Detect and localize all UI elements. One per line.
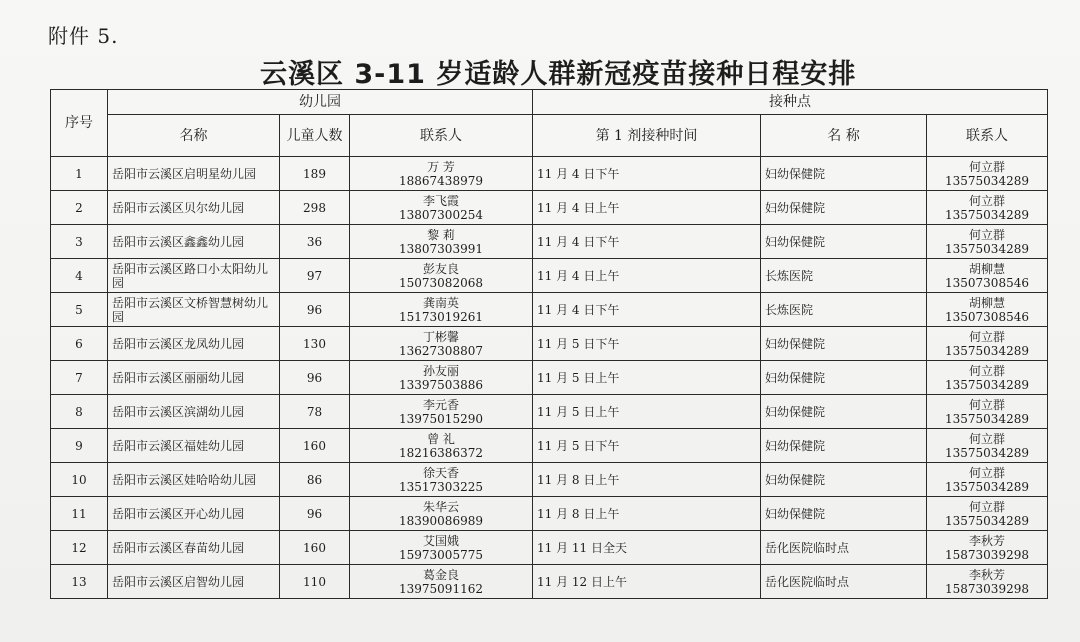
first-dose-time-cell: 11 月 4 日下午 — [533, 293, 761, 327]
contact-phone: 13517303225 — [399, 479, 483, 494]
contact-cell — [350, 497, 533, 531]
serial-cell: 2 — [51, 191, 108, 225]
site-contact-phone: 13575034289 — [945, 445, 1029, 460]
site-contact-phone: 13507308546 — [945, 275, 1029, 290]
contact-phone: 13397503886 — [399, 377, 483, 392]
site-contact-name: 何立群 — [968, 499, 1005, 514]
serial-cell: 1 — [51, 157, 108, 191]
kindergarten-name-cell: 岳阳市云溪区龙凤幼儿园 — [108, 327, 280, 361]
site-contact-phone: 13575034289 — [945, 241, 1029, 256]
site-contact-phone: 13575034289 — [945, 173, 1029, 188]
site-contact-phone: 13575034289 — [945, 343, 1029, 358]
site-contact-name: 胡柳慧 — [968, 261, 1005, 276]
first-dose-time-cell: 11 月 4 日下午 — [533, 225, 761, 259]
site-contact-phone: 13575034289 — [945, 377, 1029, 392]
serial-cell: 8 — [51, 395, 108, 429]
kindergarten-name-cell: 岳阳市云溪区开心幼儿园 — [108, 497, 280, 531]
contact-cell — [350, 395, 533, 429]
contact-cell — [350, 429, 533, 463]
kindergarten-name-cell: 岳阳市云溪区鑫鑫幼儿园 — [108, 225, 280, 259]
serial-cell: 7 — [51, 361, 108, 395]
header-children-count: 儿童人数 — [280, 115, 350, 157]
site-contact-phone: 15873039298 — [945, 581, 1029, 596]
serial-cell: 3 — [51, 225, 108, 259]
header-first-dose-time: 第 1 剂接种时间 — [533, 115, 761, 157]
contact-name: 艾国娥 — [422, 533, 459, 548]
site-contact-name: 何立群 — [968, 227, 1005, 242]
table-row — [51, 157, 1048, 191]
contact-name: 彭友良 — [422, 261, 459, 276]
site-contact-phone: 15873039298 — [945, 547, 1029, 562]
site-contact-name: 何立群 — [968, 397, 1005, 412]
site-contact-name: 何立群 — [968, 159, 1005, 174]
header-site-name: 名 称 — [761, 115, 927, 157]
kindergarten-name-cell: 岳阳市云溪区福娃幼儿园 — [108, 429, 280, 463]
contact-cell — [350, 293, 533, 327]
header-serial: 序号 — [51, 90, 108, 157]
schedule-body — [51, 157, 1048, 599]
kindergarten-name-cell: 岳阳市云溪区文桥智慧树幼儿园 — [108, 293, 280, 327]
site-name-cell: 长炼医院 — [761, 259, 927, 293]
contact-name: 孙友丽 — [422, 363, 459, 378]
table-row — [51, 429, 1048, 463]
site-name-cell: 岳化医院临时点 — [761, 531, 927, 565]
contact-cell — [350, 191, 533, 225]
site-contact-name: 李秋芳 — [968, 533, 1005, 548]
children-count-cell: 86 — [280, 463, 350, 497]
children-count-cell: 78 — [280, 395, 350, 429]
table-row — [51, 497, 1048, 531]
children-count-cell: 189 — [280, 157, 350, 191]
contact-cell — [350, 157, 533, 191]
contact-cell — [350, 259, 533, 293]
site-name-cell: 妇幼保健院 — [761, 225, 927, 259]
children-count-cell: 97 — [280, 259, 350, 293]
children-count-cell: 36 — [280, 225, 350, 259]
contact-cell — [350, 225, 533, 259]
first-dose-time-cell: 11 月 8 日上午 — [533, 463, 761, 497]
contact-name: 李元香 — [422, 397, 459, 412]
table-row — [51, 361, 1048, 395]
contact-phone: 13807300254 — [399, 207, 483, 222]
table-row — [51, 225, 1048, 259]
site-contact-phone: 13507308546 — [945, 309, 1029, 324]
site-contact-cell — [927, 361, 1048, 395]
children-count-cell: 160 — [280, 531, 350, 565]
site-name-cell: 妇幼保健院 — [761, 395, 927, 429]
first-dose-time-cell: 11 月 5 日下午 — [533, 429, 761, 463]
children-count-cell: 110 — [280, 565, 350, 599]
site-contact-cell — [927, 191, 1048, 225]
children-count-cell: 160 — [280, 429, 350, 463]
contact-name: 徐天香 — [422, 465, 459, 480]
first-dose-time-cell: 11 月 11 日全天 — [533, 531, 761, 565]
serial-cell: 12 — [51, 531, 108, 565]
serial-cell: 6 — [51, 327, 108, 361]
table-row — [51, 531, 1048, 565]
site-contact-cell — [927, 395, 1048, 429]
contact-cell — [350, 565, 533, 599]
contact-phone: 18867438979 — [399, 173, 483, 188]
children-count-cell: 96 — [280, 497, 350, 531]
site-name-cell: 妇幼保健院 — [761, 429, 927, 463]
site-contact-cell — [927, 293, 1048, 327]
site-contact-cell — [927, 259, 1048, 293]
contact-name: 万 芳 — [427, 159, 455, 174]
site-contact-phone: 13575034289 — [945, 411, 1029, 426]
header-row-bottom — [51, 115, 1048, 157]
contact-name: 黎 莉 — [427, 227, 455, 242]
site-contact-cell — [927, 463, 1048, 497]
contact-phone: 18216386372 — [399, 445, 483, 460]
site-name-cell: 岳化医院临时点 — [761, 565, 927, 599]
first-dose-time-cell: 11 月 5 日上午 — [533, 361, 761, 395]
contact-cell — [350, 531, 533, 565]
site-name-cell: 妇幼保健院 — [761, 463, 927, 497]
kindergarten-name-cell: 岳阳市云溪区启明星幼儿园 — [108, 157, 280, 191]
first-dose-time-cell: 11 月 8 日上午 — [533, 497, 761, 531]
contact-cell — [350, 327, 533, 361]
contact-phone: 13975091162 — [399, 581, 483, 596]
table-row — [51, 565, 1048, 599]
contact-name: 曾 礼 — [427, 431, 455, 446]
site-contact-name: 何立群 — [968, 363, 1005, 378]
serial-cell: 9 — [51, 429, 108, 463]
serial-cell: 11 — [51, 497, 108, 531]
table-row — [51, 293, 1048, 327]
site-name-cell: 妇幼保健院 — [761, 157, 927, 191]
header-name: 名称 — [108, 115, 280, 157]
children-count-cell: 130 — [280, 327, 350, 361]
site-contact-phone: 13575034289 — [945, 513, 1029, 528]
first-dose-time-cell: 11 月 4 日上午 — [533, 191, 761, 225]
serial-cell: 10 — [51, 463, 108, 497]
site-contact-cell — [927, 429, 1048, 463]
contact-phone: 15973005775 — [399, 547, 483, 562]
site-contact-phone: 13575034289 — [945, 207, 1029, 222]
kindergarten-name-cell: 岳阳市云溪区滨湖幼儿园 — [108, 395, 280, 429]
site-contact-cell — [927, 497, 1048, 531]
site-contact-name: 李秋芳 — [968, 567, 1005, 582]
table-row — [51, 259, 1048, 293]
site-contact-name: 何立群 — [968, 193, 1005, 208]
contact-name: 朱华云 — [422, 499, 459, 514]
header-vaccination-site: 接种点 — [533, 90, 1048, 115]
contact-name: 龚南英 — [422, 295, 459, 310]
table-row — [51, 395, 1048, 429]
site-contact-name: 何立群 — [968, 329, 1005, 344]
first-dose-time-cell: 11 月 5 日上午 — [533, 395, 761, 429]
site-contact-name: 何立群 — [968, 465, 1005, 480]
first-dose-time-cell: 11 月 12 日上午 — [533, 565, 761, 599]
site-contact-cell — [927, 225, 1048, 259]
kindergarten-name-cell: 岳阳市云溪区丽丽幼儿园 — [108, 361, 280, 395]
site-name-cell: 妇幼保健院 — [761, 361, 927, 395]
contact-cell — [350, 361, 533, 395]
serial-cell: 5 — [51, 293, 108, 327]
first-dose-time-cell: 11 月 5 日下午 — [533, 327, 761, 361]
header-contact: 联系人 — [350, 115, 533, 157]
serial-cell: 13 — [51, 565, 108, 599]
site-contact-cell — [927, 157, 1048, 191]
first-dose-time-cell: 11 月 4 日下午 — [533, 157, 761, 191]
site-contact-cell — [927, 531, 1048, 565]
header-row-top — [51, 90, 1048, 115]
contact-phone: 15173019261 — [399, 309, 483, 324]
contact-cell — [350, 463, 533, 497]
document-title: 云溪区 3-11 岁适龄人群新冠疫苗接种日程安排 — [260, 59, 857, 90]
first-dose-time-cell: 11 月 4 日上午 — [533, 259, 761, 293]
vaccination-schedule-table — [50, 89, 1048, 599]
contact-phone: 13627308807 — [399, 343, 483, 358]
table-row — [51, 191, 1048, 225]
site-contact-cell — [927, 327, 1048, 361]
children-count-cell: 298 — [280, 191, 350, 225]
kindergarten-name-cell: 岳阳市云溪区娃哈哈幼儿园 — [108, 463, 280, 497]
children-count-cell: 96 — [280, 361, 350, 395]
contact-name: 李飞霞 — [422, 193, 459, 208]
site-name-cell: 妇幼保健院 — [761, 191, 927, 225]
table-row — [51, 463, 1048, 497]
contact-name: 丁彬馨 — [422, 329, 459, 344]
attachment-label: 附件 5. — [48, 24, 119, 48]
kindergarten-name-cell: 岳阳市云溪区启智幼儿园 — [108, 565, 280, 599]
site-contact-phone: 13575034289 — [945, 479, 1029, 494]
serial-cell: 4 — [51, 259, 108, 293]
site-name-cell: 妇幼保健院 — [761, 327, 927, 361]
site-contact-name: 胡柳慧 — [968, 295, 1005, 310]
site-name-cell: 长炼医院 — [761, 293, 927, 327]
header-site-contact: 联系人 — [927, 115, 1048, 157]
kindergarten-name-cell: 岳阳市云溪区路口小太阳幼儿园 — [108, 259, 280, 293]
kindergarten-name-cell: 岳阳市云溪区贝尔幼儿园 — [108, 191, 280, 225]
site-contact-name: 何立群 — [968, 431, 1005, 446]
children-count-cell: 96 — [280, 293, 350, 327]
contact-phone: 15073082068 — [399, 275, 483, 290]
contact-name: 葛金良 — [422, 567, 459, 582]
contact-phone: 18390086989 — [399, 513, 483, 528]
contact-phone: 13975015290 — [399, 411, 483, 426]
site-contact-cell — [927, 565, 1048, 599]
site-name-cell: 妇幼保健院 — [761, 497, 927, 531]
header-kindergarten: 幼儿园 — [108, 90, 533, 115]
kindergarten-name-cell: 岳阳市云溪区春苗幼儿园 — [108, 531, 280, 565]
contact-phone: 13807303991 — [399, 241, 483, 256]
table-row — [51, 327, 1048, 361]
